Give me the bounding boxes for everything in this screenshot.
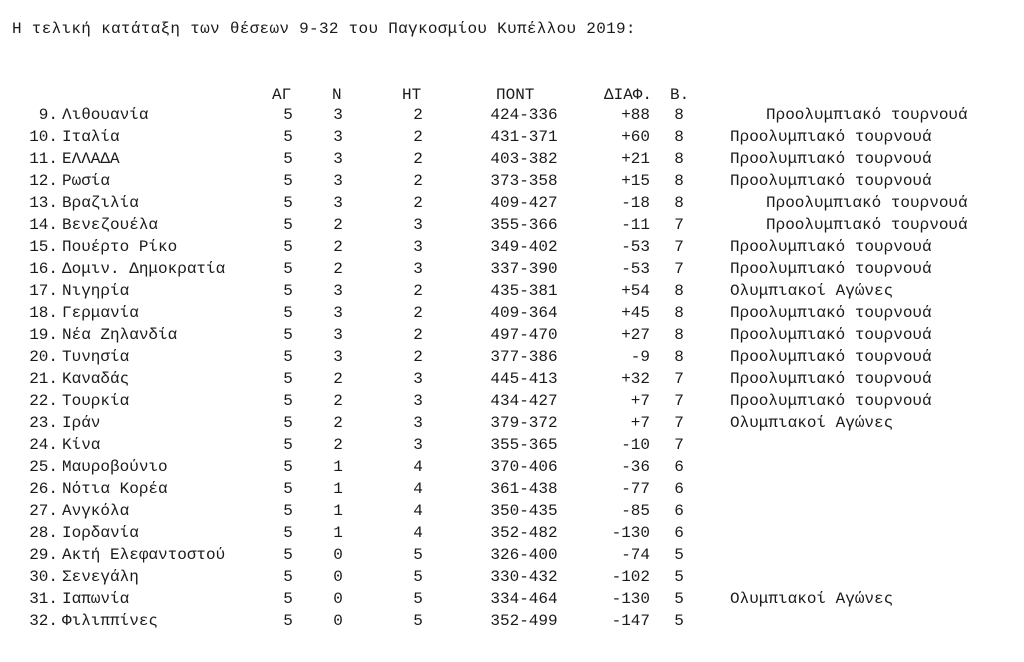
cell-rank: 31. [29,590,58,608]
cell-ht: 2 [413,348,423,366]
cell-rank: 27. [29,502,58,520]
cell-note: Ολυμπιακοί Αγώνες [730,590,894,608]
cell-n: 2 [333,392,343,410]
table-row [0,216,1024,238]
cell-diff: -18 [621,194,650,212]
cell-pont: 497-470 [490,326,558,344]
cell-ag: 5 [283,260,293,278]
cell-team: Πουέρτο Ρίκο [62,238,178,256]
cell-ht: 2 [413,304,423,322]
cell-ag: 5 [283,128,293,146]
cell-b: 5 [674,590,684,608]
cell-pont: 435-381 [490,282,558,300]
cell-note: Προολυμπιακό τουρνουά [730,172,932,190]
cell-team: Λιθουανία [62,106,149,124]
header-ht: ΗΤ [402,86,422,104]
table-row [0,128,1024,150]
cell-pont: 355-365 [490,436,558,454]
cell-diff: +60 [621,128,650,146]
cell-b: 7 [674,436,684,454]
cell-rank: 18. [29,304,58,322]
cell-rank: 11. [29,150,58,168]
cell-diff: -77 [621,480,650,498]
cell-team: Ιράν [62,414,101,432]
cell-diff: -53 [621,260,650,278]
cell-n: 2 [333,238,343,256]
table-row [0,304,1024,326]
table-row [0,348,1024,370]
cell-n: 2 [333,260,343,278]
cell-pont: 434-427 [490,392,558,410]
cell-ag: 5 [283,546,293,564]
cell-b: 6 [674,502,684,520]
page-title: Η τελική κατάταξη των θέσεων 9-32 του Παγκοσμίου Κυπέλλου 2019: [12,20,636,38]
table-row [0,436,1024,458]
cell-ag: 5 [283,304,293,322]
cell-ag: 5 [283,524,293,542]
header-diff: ΔΙΑΦ. [604,86,653,104]
cell-diff: -36 [621,458,650,476]
cell-team: Ακτή Ελεφαντοστού [62,546,226,564]
cell-ht: 2 [413,194,423,212]
cell-pont: 350-435 [490,502,558,520]
cell-team: Βενεζουέλα [62,216,159,234]
cell-ht: 3 [413,414,423,432]
cell-b: 6 [674,480,684,498]
cell-ht: 4 [413,524,423,542]
cell-ag: 5 [283,172,293,190]
cell-diff: +15 [621,172,650,190]
table-row [0,590,1024,612]
cell-pont: 424-336 [490,106,558,124]
cell-note: Προολυμπιακό τουρνουά [730,128,932,146]
table-row [0,414,1024,436]
cell-ht: 2 [413,128,423,146]
cell-n: 2 [333,436,343,454]
cell-diff: +54 [621,282,650,300]
cell-n: 0 [333,612,343,630]
cell-pont: 337-390 [490,260,558,278]
header-b: Β. [670,86,690,104]
cell-b: 7 [674,216,684,234]
cell-ag: 5 [283,436,293,454]
cell-rank: 29. [29,546,58,564]
cell-note: Προολυμπιακό τουρνουά [730,150,932,168]
table-row [0,194,1024,216]
cell-b: 8 [674,348,684,366]
cell-rank: 25. [29,458,58,476]
cell-note: Προολυμπιακό τουρνουά [766,216,968,234]
cell-team: Βραζιλία [62,194,139,212]
cell-team: Φιλιππίνες [62,612,159,630]
cell-pont: 373-358 [490,172,558,190]
table-row [0,150,1024,172]
table-row [0,524,1024,546]
cell-n: 2 [333,370,343,388]
cell-b: 8 [674,128,684,146]
cell-note: Προολυμπιακό τουρνουά [730,260,932,278]
cell-team: Νιγηρία [62,282,130,300]
cell-rank: 28. [29,524,58,542]
cell-ag: 5 [283,502,293,520]
cell-n: 0 [333,590,343,608]
cell-note: Ολυμπιακοί Αγώνες [730,414,894,432]
cell-b: 5 [674,568,684,586]
cell-note: Προολυμπιακό τουρνουά [730,238,932,256]
cell-b: 7 [674,260,684,278]
cell-team: Ρωσία [62,172,111,190]
cell-team: Ιορδανία [62,524,139,542]
cell-b: 7 [674,414,684,432]
cell-team: ΕΛΛΑΔΑ [62,150,120,168]
cell-team: Μαυροβούνιο [62,458,168,476]
cell-team: Δομιν. Δημοκρατία [62,260,226,278]
cell-pont: 326-400 [490,546,558,564]
cell-ag: 5 [283,326,293,344]
cell-n: 3 [333,106,343,124]
cell-b: 5 [674,546,684,564]
cell-n: 3 [333,304,343,322]
cell-ag: 5 [283,458,293,476]
table-row [0,480,1024,502]
cell-ht: 2 [413,172,423,190]
cell-ag: 5 [283,106,293,124]
cell-pont: 361-438 [490,480,558,498]
cell-rank: 12. [29,172,58,190]
cell-rank: 26. [29,480,58,498]
cell-diff: -11 [621,216,650,234]
cell-team: Τυνησία [62,348,130,366]
cell-pont: 355-366 [490,216,558,234]
cell-pont: 334-464 [490,590,558,608]
cell-note: Προολυμπιακό τουρνουά [730,370,932,388]
cell-diff: -102 [611,568,650,586]
cell-pont: 377-386 [490,348,558,366]
cell-n: 3 [333,326,343,344]
cell-n: 3 [333,282,343,300]
cell-b: 6 [674,458,684,476]
cell-rank: 17. [29,282,58,300]
cell-b: 8 [674,150,684,168]
cell-team: Νότια Κορέα [62,480,168,498]
cell-note: Προολυμπιακό τουρνουά [730,392,932,410]
cell-rank: 32. [29,612,58,630]
cell-note: Προολυμπιακό τουρνουά [766,106,968,124]
cell-pont: 445-413 [490,370,558,388]
cell-pont: 330-432 [490,568,558,586]
cell-ag: 5 [283,238,293,256]
cell-ht: 5 [413,590,423,608]
table-row [0,392,1024,414]
cell-pont: 409-364 [490,304,558,322]
cell-diff: +21 [621,150,650,168]
table-row [0,238,1024,260]
cell-rank: 20. [29,348,58,366]
cell-b: 8 [674,194,684,212]
cell-diff: -9 [630,348,650,366]
cell-b: 7 [674,392,684,410]
cell-ht: 3 [413,436,423,454]
cell-ag: 5 [283,282,293,300]
cell-diff: -10 [621,436,650,454]
header-n: Ν [332,86,342,104]
cell-note: Προολυμπιακό τουρνουά [730,348,932,366]
cell-b: 8 [674,282,684,300]
cell-ag: 5 [283,150,293,168]
table-row [0,612,1024,634]
table-row [0,458,1024,480]
cell-n: 2 [333,216,343,234]
cell-pont: 379-372 [490,414,558,432]
cell-rank: 13. [29,194,58,212]
cell-ht: 3 [413,260,423,278]
cell-pont: 409-427 [490,194,558,212]
cell-ht: 3 [413,216,423,234]
cell-pont: 349-402 [490,238,558,256]
cell-ht: 4 [413,480,423,498]
cell-note: Ολυμπιακοί Αγώνες [730,282,894,300]
cell-note: Προολυμπιακό τουρνουά [730,304,932,322]
cell-pont: 352-499 [490,612,558,630]
cell-team: Ιαπωνία [62,590,130,608]
cell-pont: 403-382 [490,150,558,168]
table-row [0,370,1024,392]
cell-note: Προολυμπιακό τουρνουά [766,194,968,212]
cell-ag: 5 [283,194,293,212]
cell-ht: 2 [413,326,423,344]
cell-n: 3 [333,128,343,146]
table-row [0,546,1024,568]
cell-b: 7 [674,238,684,256]
cell-rank: 19. [29,326,58,344]
cell-rank: 30. [29,568,58,586]
cell-team: Γερμανία [62,304,139,322]
cell-rank: 23. [29,414,58,432]
cell-team: Σενεγάλη [62,568,139,586]
cell-team: Κίνα [62,436,101,454]
cell-team: Νέα Ζηλανδία [62,326,178,344]
cell-note: Προολυμπιακό τουρνουά [730,326,932,344]
cell-ag: 5 [283,590,293,608]
cell-diff: -85 [621,502,650,520]
cell-diff: +7 [630,414,650,432]
cell-b: 6 [674,524,684,542]
table-row [0,106,1024,128]
cell-b: 5 [674,612,684,630]
cell-ht: 3 [413,392,423,410]
cell-b: 7 [674,370,684,388]
cell-ag: 5 [283,568,293,586]
cell-ag: 5 [283,370,293,388]
table-row [0,568,1024,590]
cell-b: 8 [674,172,684,190]
cell-pont: 352-482 [490,524,558,542]
cell-diff: +32 [621,370,650,388]
cell-n: 3 [333,194,343,212]
table-row [0,260,1024,282]
cell-pont: 370-406 [490,458,558,476]
cell-rank: 10. [29,128,58,146]
cell-rank: 14. [29,216,58,234]
cell-n: 0 [333,546,343,564]
cell-ht: 2 [413,282,423,300]
cell-ht: 5 [413,568,423,586]
cell-ht: 5 [413,546,423,564]
cell-n: 2 [333,414,343,432]
cell-n: 3 [333,348,343,366]
cell-diff: -53 [621,238,650,256]
cell-ag: 5 [283,392,293,410]
cell-ht: 4 [413,458,423,476]
cell-team: Ανγκόλα [62,502,130,520]
cell-n: 1 [333,502,343,520]
cell-rank: 15. [29,238,58,256]
cell-diff: -130 [611,524,650,542]
cell-ht: 4 [413,502,423,520]
cell-b: 8 [674,106,684,124]
cell-diff: -147 [611,612,650,630]
cell-n: 0 [333,568,343,586]
header-ag: ΑΓ [272,86,292,104]
cell-rank: 16. [29,260,58,278]
cell-n: 1 [333,524,343,542]
cell-ht: 5 [413,612,423,630]
cell-diff: +27 [621,326,650,344]
cell-team: Καναδάς [62,370,130,388]
table-row [0,502,1024,524]
table-row [0,172,1024,194]
cell-diff: +7 [630,392,650,410]
cell-n: 3 [333,172,343,190]
cell-diff: -74 [621,546,650,564]
cell-ag: 5 [283,480,293,498]
cell-team: Τουρκία [62,392,130,410]
cell-n: 1 [333,458,343,476]
cell-ag: 5 [283,348,293,366]
table-row [0,326,1024,348]
cell-ag: 5 [283,216,293,234]
cell-n: 1 [333,480,343,498]
cell-diff: +45 [621,304,650,322]
cell-b: 8 [674,326,684,344]
cell-ag: 5 [283,414,293,432]
cell-ht: 3 [413,370,423,388]
cell-n: 3 [333,150,343,168]
cell-b: 8 [674,304,684,322]
cell-rank: 9. [38,106,58,124]
header-pont: ΠΟΝΤ [496,86,535,104]
cell-diff: +88 [621,106,650,124]
cell-ag: 5 [283,612,293,630]
cell-diff: -130 [611,590,650,608]
table-row [0,282,1024,304]
cell-ht: 3 [413,238,423,256]
cell-rank: 22. [29,392,58,410]
cell-pont: 431-371 [490,128,558,146]
cell-ht: 2 [413,150,423,168]
cell-team: Ιταλία [62,128,120,146]
cell-rank: 24. [29,436,58,454]
cell-ht: 2 [413,106,423,124]
cell-rank: 21. [29,370,58,388]
